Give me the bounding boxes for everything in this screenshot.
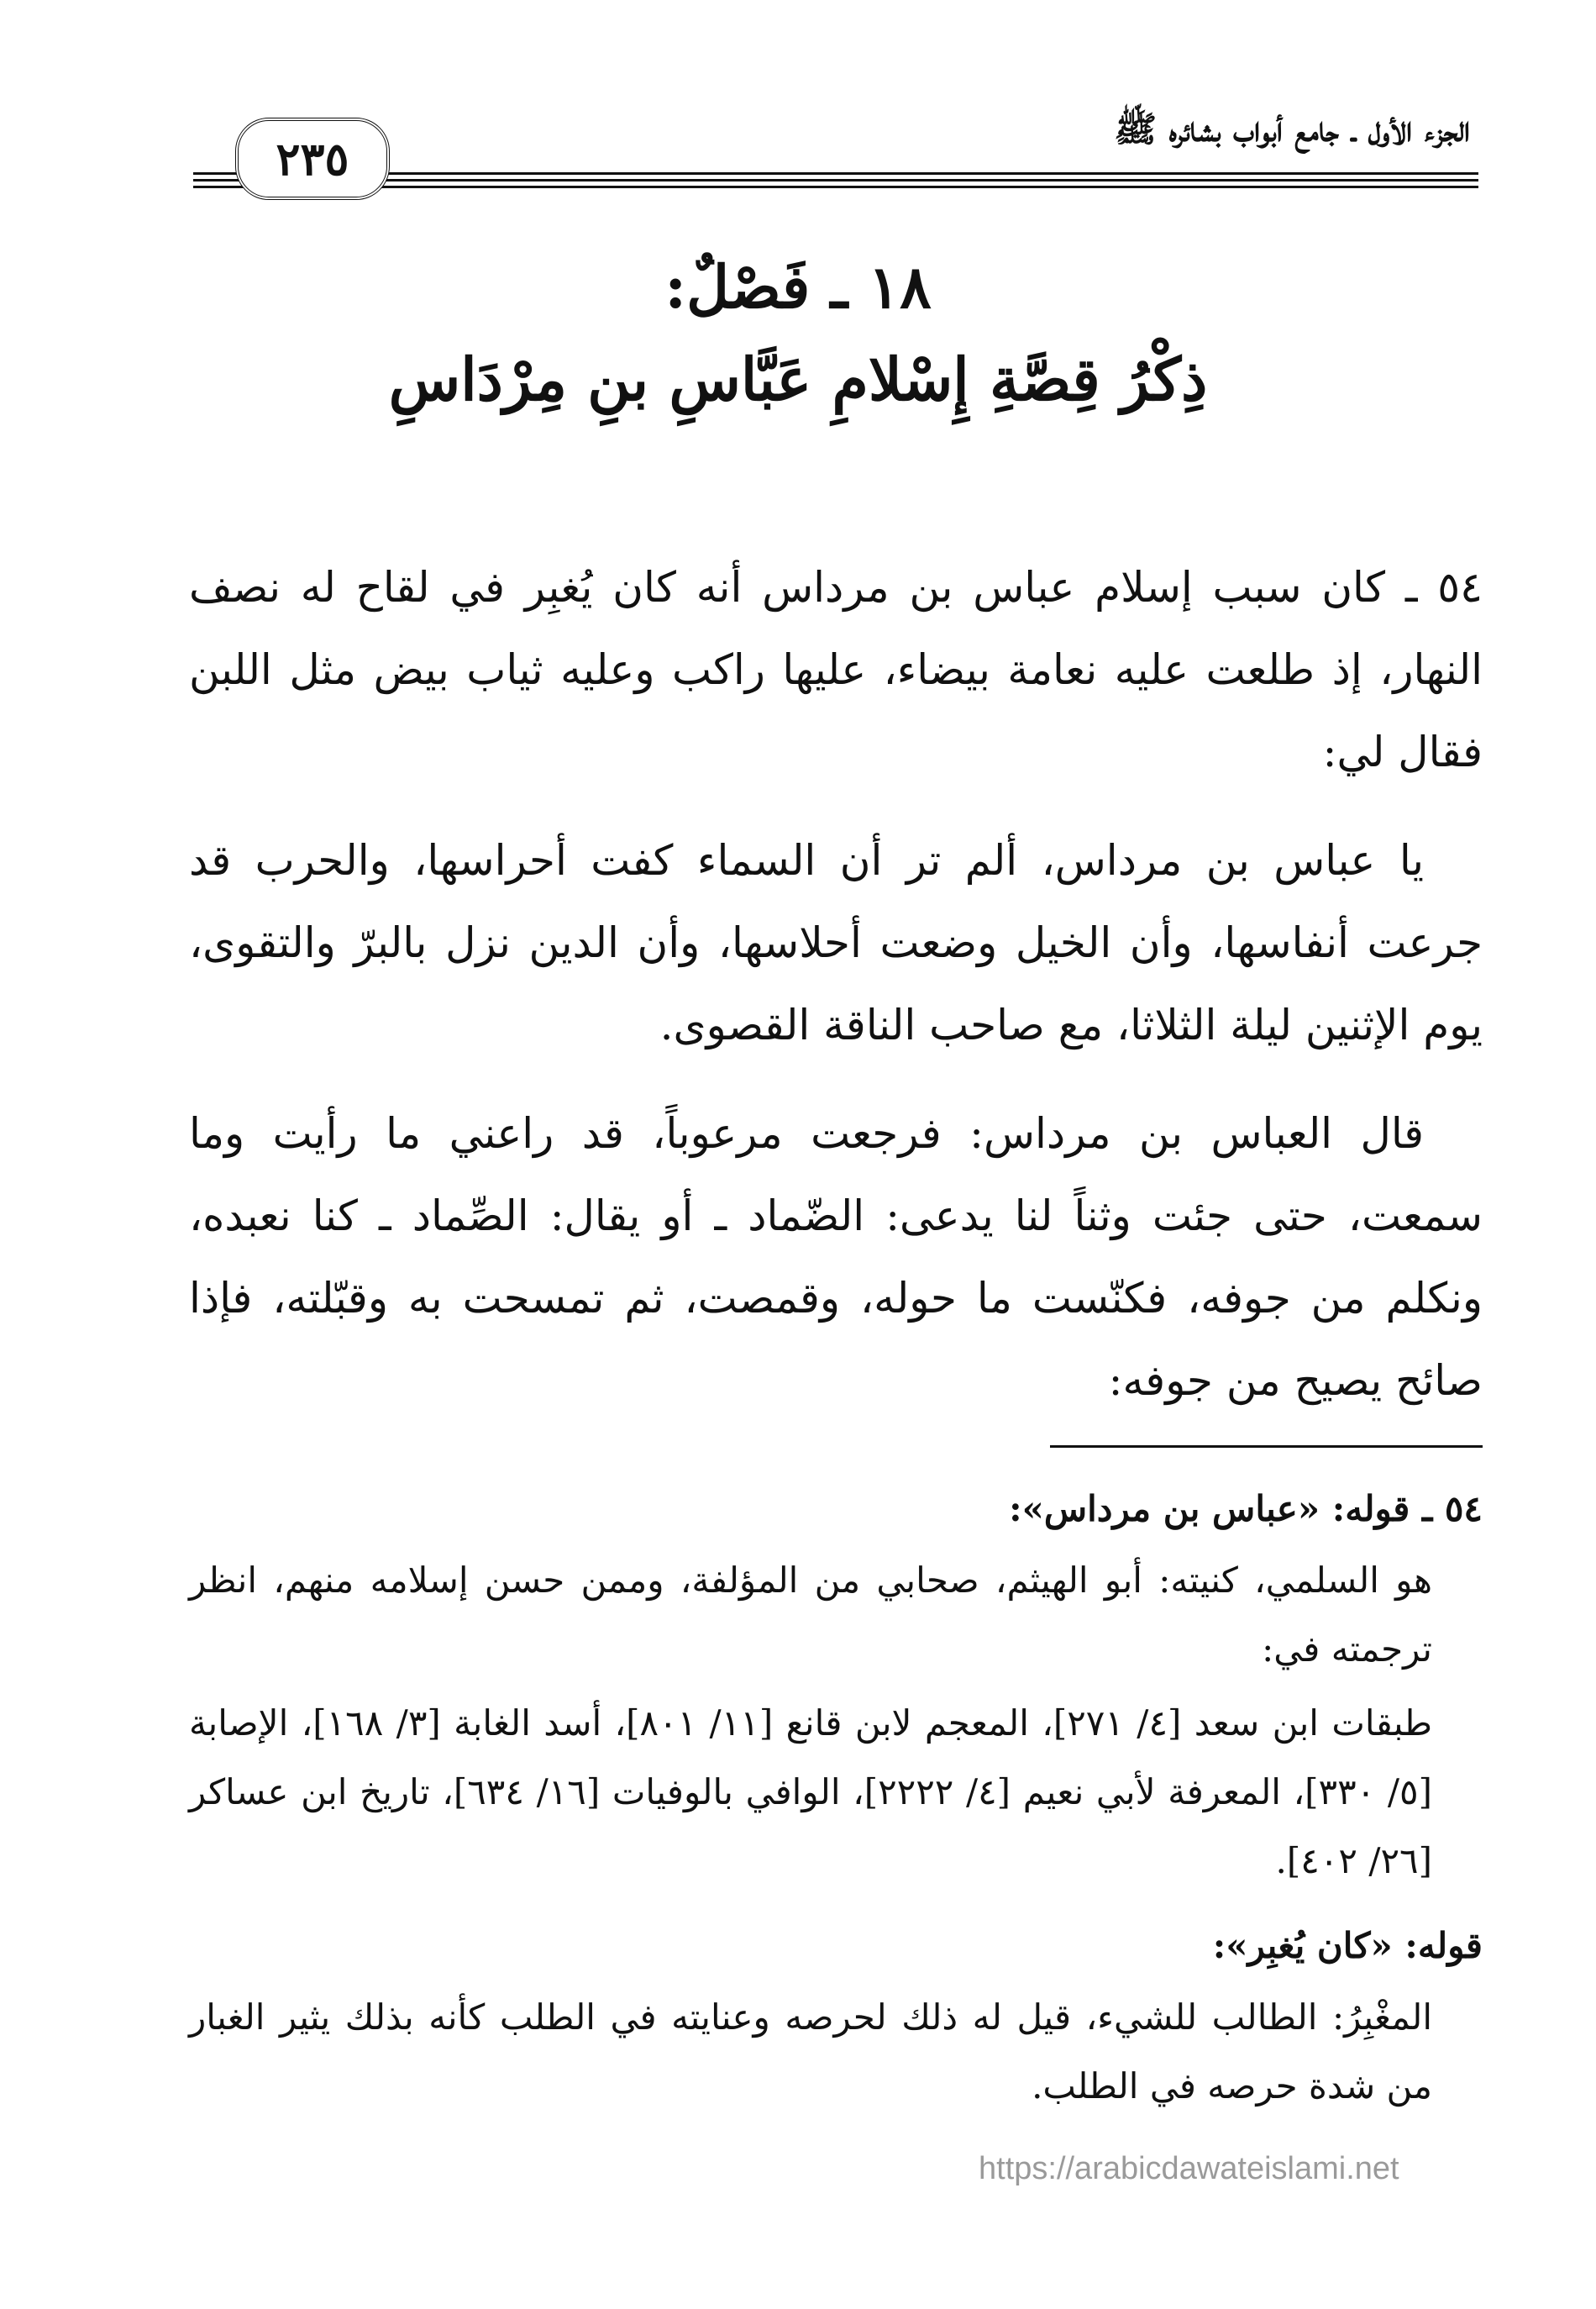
footnote-text: المغْبِرُ: الطالب للشيء، قيل له ذلك لحرصه وعنايته في الطلب كأنه بذلك يثير الغبار من شدة حرصه في الطلب. [189,1996,1432,2107]
footnote-heading: ٥٤ ـ قوله: «عباس بن مرداس»: [1009,1488,1483,1529]
footnote-text: طبقات ابن سعد [٤/ ٢٧١]، المعجم لابن قانع [١١/ ٨٠١]، أسد الغابة [٣/ ١٦٨]، الإصابة [٥/ ٣٣٠]، المعرفة لأبي نعيم [٤/ ٢٢٢٢]، الوافي بالوفيات [١٦/ ٦٣٤]، تاريخ ابن عساكر [٢٦/ ٤٠٢]. [189,1702,1432,1881]
section-title: ذِكْرُ قِصَّةِ إِسْلامِ عَبَّاسِ بنِ مِرْدَاسِ [388,345,1208,414]
body-paragraph: ٥٤ ـ كان سبب إسلام عباس بن مرداس أنه كان يُغبِر في لقاح له نصف النهار، إذ طلعت عليه نعامة بيضاء، عليها راكب وعليه ثياب بيض مثل اللبن فقال لي: [189,563,1483,776]
footnote-heading: قوله: «كان يُغبِر»: [1212,1925,1483,1966]
footnote-text: هو السلمي، كنيته: أبو الهيثم، صحابي من المؤلفة، وممن حسن إسلامه منهم، انظر ترجمته في: [189,1559,1432,1670]
watermark-url: https://arabicdawateislami.net [979,2151,1399,2186]
section-number-heading: ١٨ ـ فَصْلٌ: [664,252,932,322]
footnote-separator [1050,1445,1483,1448]
page-number: ٢٣٥ [235,118,390,200]
header-rule [193,186,1478,188]
running-header-title: الجزء الأول ـ جامع أبواب بشائره ﷺ [1114,108,1470,150]
body-paragraph: قال العباس بن مرداس: فرجعت مرعوباً، قد راعني ما رأيت وما سمعت، حتى جئت وثناً لنا يدعى: الضّماد ـ أو يقال: الصِّماد ـ كنا نعبده، ونكلم من جوفه، فكنّست ما حوله، وقمصت، ثم تمسحت به وقبّلته، فإذا صائح يصيح من جوفه: [189,1109,1483,1405]
body-paragraph: يا عباس بن مرداس، ألم تر أن السماء كفت أحراسها، والحرب قد جرعت أنفاسها، وأن الخيل وضعت أحلاسها، وأن الدين نزل بالبرّ والتقوى، يوم الإثنين ليلة الثلاثا، مع صاحب الناقة القصوى. [189,836,1483,1049]
